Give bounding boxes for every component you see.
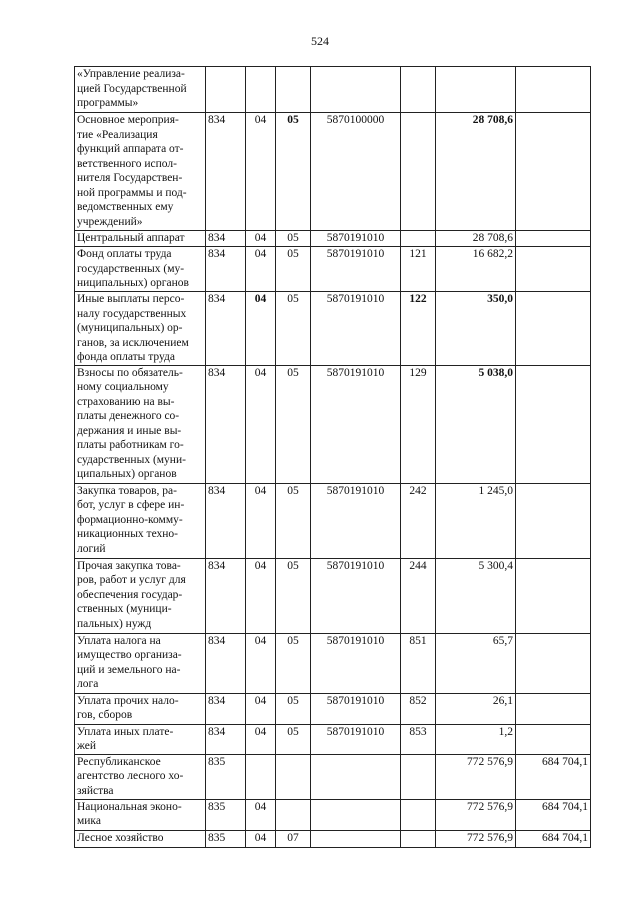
value-cell-c7 [516, 633, 591, 693]
page-number: 524 [311, 34, 329, 48]
value-cell-c2: 04 [246, 724, 276, 754]
value-cell-c1: 834 [206, 292, 246, 366]
value-cell-c4 [311, 799, 401, 830]
value-cell-c3: 05 [276, 365, 311, 483]
value-cell-c1 [206, 67, 246, 113]
value-cell-c4: 5870100000 [311, 113, 401, 231]
value-cell-c2: 04 [246, 292, 276, 366]
row-name-cell: Прочая закупка това- ров, работ и услуг для обеспечения государ- ственных (муници- пальных) нужд [75, 558, 206, 633]
value-cell-c1: 834 [206, 483, 246, 558]
value-cell-c3 [276, 754, 311, 799]
value-cell-c7 [516, 483, 591, 558]
table-row [75, 558, 591, 633]
value-cell-c6: 350,0 [436, 292, 516, 366]
value-cell-c6: 16 682,2 [436, 247, 516, 292]
value-cell-c6: 5 038,0 [436, 365, 516, 483]
value-cell-c7 [516, 231, 591, 247]
value-cell-c4: 5870191010 [311, 365, 401, 483]
value-cell-c3: 05 [276, 113, 311, 231]
row-name-cell: Республиканское агентство лесного хо- зяйства [75, 754, 206, 799]
table-row [75, 754, 591, 799]
value-cell-c2: 04 [246, 247, 276, 292]
table-row [75, 231, 591, 247]
row-name-cell: Уплата иных плате- жей [75, 724, 206, 754]
table-row [75, 67, 591, 113]
value-cell-c6: 28 708,6 [436, 231, 516, 247]
table-row [75, 693, 591, 724]
value-cell-c3: 05 [276, 558, 311, 633]
value-cell-c1: 834 [206, 693, 246, 724]
table-row [75, 724, 591, 754]
value-cell-c7 [516, 113, 591, 231]
value-cell-c6 [436, 67, 516, 113]
value-cell-c5 [401, 754, 436, 799]
table-row [75, 633, 591, 693]
value-cell-c6: 772 576,9 [436, 799, 516, 830]
value-cell-c3: 05 [276, 231, 311, 247]
value-cell-c2: 04 [246, 483, 276, 558]
value-cell-c6: 28 708,6 [436, 113, 516, 231]
value-cell-c5: 852 [401, 693, 436, 724]
row-name-cell: Уплата прочих нало- гов, сборов [75, 693, 206, 724]
value-cell-c7: 684 704,1 [516, 754, 591, 799]
table-row [75, 483, 591, 558]
value-cell-c1: 834 [206, 724, 246, 754]
row-name-cell: «Управление реализа- цией Государственной программы» [75, 67, 206, 113]
table-row [75, 247, 591, 292]
value-cell-c2: 04 [246, 365, 276, 483]
table-row [75, 292, 591, 366]
value-cell-c2: 04 [246, 558, 276, 633]
value-cell-c5: 853 [401, 724, 436, 754]
row-name-cell: Иные выплаты персо- налу государственных (муниципальных) ор- ганов, за исключением фонда оплаты труда [75, 292, 206, 366]
value-cell-c3 [276, 67, 311, 113]
row-name-cell: Основное мероприя- тие «Реализация функций аппарата от- ветственного испол- нителя Государствен- ной программы и под- ведомственных ему учреждений» [75, 113, 206, 231]
value-cell-c1: 834 [206, 365, 246, 483]
value-cell-c7 [516, 693, 591, 724]
value-cell-c5: 121 [401, 247, 436, 292]
row-name-cell: Национальная эконо- мика [75, 799, 206, 830]
value-cell-c2 [246, 754, 276, 799]
value-cell-c2: 04 [246, 231, 276, 247]
value-cell-c1: 834 [206, 247, 246, 292]
value-cell-c6: 772 576,9 [436, 754, 516, 799]
table-row [75, 830, 591, 847]
value-cell-c1: 835 [206, 830, 246, 847]
value-cell-c2: 04 [246, 633, 276, 693]
value-cell-c5 [401, 67, 436, 113]
value-cell-c1: 835 [206, 799, 246, 830]
value-cell-c4: 5870191010 [311, 724, 401, 754]
value-cell-c6: 5 300,4 [436, 558, 516, 633]
value-cell-c7 [516, 365, 591, 483]
value-cell-c5: 244 [401, 558, 436, 633]
value-cell-c6: 1,2 [436, 724, 516, 754]
budget-table-body [75, 67, 591, 848]
budget-table [74, 66, 591, 848]
row-name-cell: Уплата налога на имущество организа- ций и земельного на- лога [75, 633, 206, 693]
value-cell-c6: 65,7 [436, 633, 516, 693]
row-name-cell: Лесное хозяйство [75, 830, 206, 847]
value-cell-c2: 04 [246, 830, 276, 847]
table-row [75, 365, 591, 483]
value-cell-c3: 05 [276, 633, 311, 693]
value-cell-c2: 04 [246, 693, 276, 724]
value-cell-c5 [401, 113, 436, 231]
value-cell-c5 [401, 231, 436, 247]
row-name-cell: Взносы по обязатель- ному социальному страхованию на вы- платы денежного со- держания и иные вы- платы работникам го- сударственных (муни- ципальных) органов [75, 365, 206, 483]
value-cell-c7 [516, 67, 591, 113]
value-cell-c1: 834 [206, 633, 246, 693]
value-cell-c4 [311, 830, 401, 847]
value-cell-c3: 05 [276, 247, 311, 292]
value-cell-c6: 772 576,9 [436, 830, 516, 847]
value-cell-c2 [246, 67, 276, 113]
value-cell-c7: 684 704,1 [516, 830, 591, 847]
value-cell-c4 [311, 754, 401, 799]
value-cell-c3: 07 [276, 830, 311, 847]
value-cell-c1: 834 [206, 113, 246, 231]
value-cell-c3: 05 [276, 483, 311, 558]
table-row [75, 799, 591, 830]
value-cell-c1: 834 [206, 231, 246, 247]
value-cell-c4: 5870191010 [311, 558, 401, 633]
value-cell-c4: 5870191010 [311, 693, 401, 724]
value-cell-c4 [311, 67, 401, 113]
value-cell-c5: 122 [401, 292, 436, 366]
value-cell-c3: 05 [276, 693, 311, 724]
table-row [75, 113, 591, 231]
value-cell-c4: 5870191010 [311, 292, 401, 366]
value-cell-c5: 851 [401, 633, 436, 693]
value-cell-c3: 05 [276, 292, 311, 366]
value-cell-c4: 5870191010 [311, 231, 401, 247]
value-cell-c4: 5870191010 [311, 247, 401, 292]
row-name-cell: Центральный аппарат [75, 231, 206, 247]
value-cell-c6: 1 245,0 [436, 483, 516, 558]
value-cell-c5 [401, 799, 436, 830]
value-cell-c1: 835 [206, 754, 246, 799]
value-cell-c2: 04 [246, 799, 276, 830]
value-cell-c5: 129 [401, 365, 436, 483]
value-cell-c7: 684 704,1 [516, 799, 591, 830]
value-cell-c7 [516, 247, 591, 292]
value-cell-c7 [516, 724, 591, 754]
value-cell-c3 [276, 799, 311, 830]
row-name-cell: Закупка товаров, ра- бот, услуг в сфере ин- формационно-комму- никационных техно- логий [75, 483, 206, 558]
value-cell-c2: 04 [246, 113, 276, 231]
value-cell-c5: 242 [401, 483, 436, 558]
value-cell-c4: 5870191010 [311, 483, 401, 558]
value-cell-c7 [516, 558, 591, 633]
value-cell-c6: 26,1 [436, 693, 516, 724]
value-cell-c7 [516, 292, 591, 366]
value-cell-c4: 5870191010 [311, 633, 401, 693]
value-cell-c5 [401, 830, 436, 847]
row-name-cell: Фонд оплаты труда государственных (му- ниципальных) органов [75, 247, 206, 292]
value-cell-c1: 834 [206, 558, 246, 633]
value-cell-c3: 05 [276, 724, 311, 754]
